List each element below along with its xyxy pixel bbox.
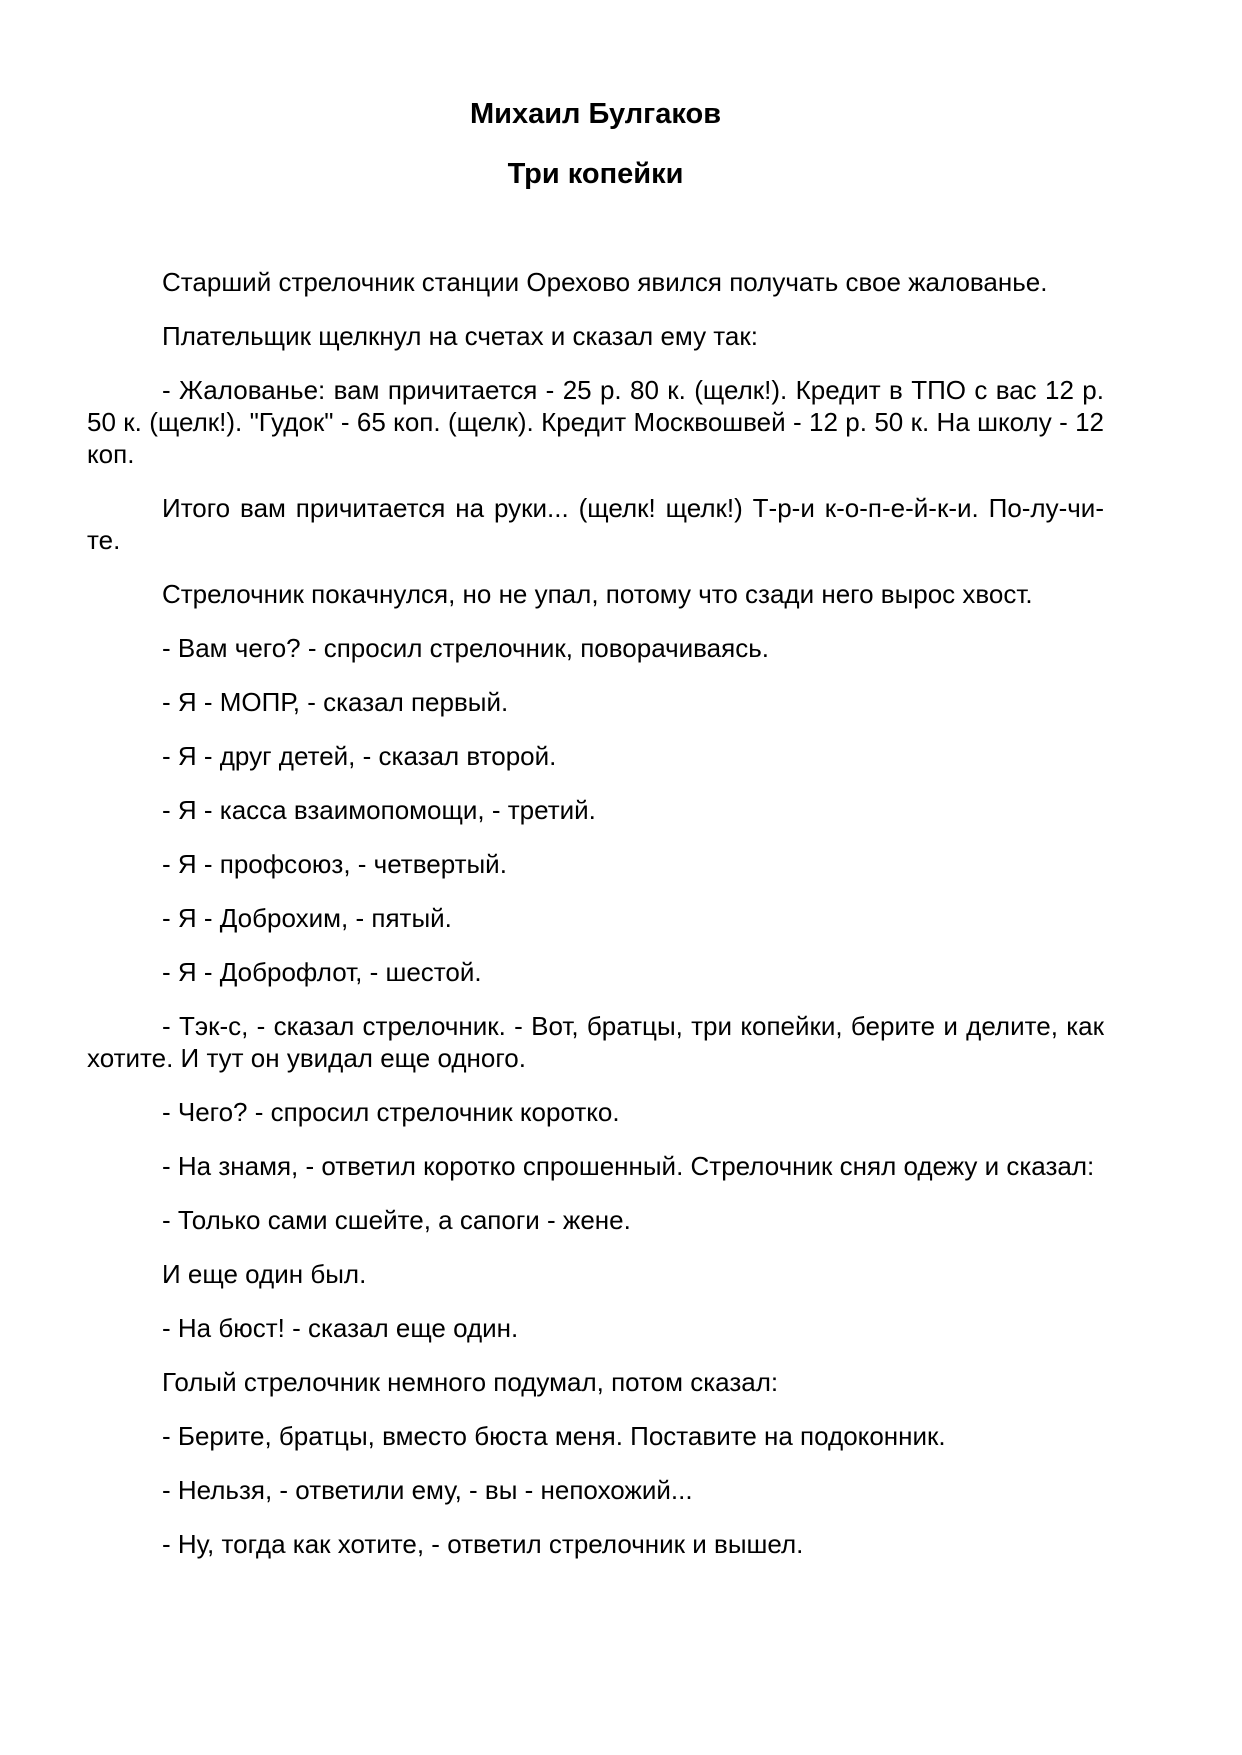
paragraph: Итого вам причитается на руки... (щелк! щелк!) Т-р-и к-о-п-е-й-к-и. По-лу-чи-те. <box>87 493 1104 555</box>
paragraph: - Тэк-с, - сказал стрелочник. - Вот, братцы, три копейки, берите и делите, как хотите. И тут он увидал еще одного. <box>87 1011 1104 1073</box>
paragraph: - Я - касса взаимопомощи, - третий. <box>162 795 596 825</box>
paragraph: - Жалованье: вам причитается - 25 р. 80 к. (щелк!). Кредит в ТПО с вас 12 р. 50 к. (щелк!). "Гудок" - 65 коп. (щелк). Кредит Москвошвей - 12 р. 50 к. На школу - 12 коп. <box>87 375 1104 469</box>
paragraph: - На бюст! - сказал еще один. <box>162 1313 519 1343</box>
story-text <box>87 266 1104 1582</box>
paragraph: - Я - профсоюз, - четвертый. <box>162 849 507 879</box>
paragraph: - Я - Доброфлот, - шестой. <box>162 957 482 987</box>
paragraph: - Вам чего? - спросил стрелочник, поворачиваясь. <box>162 633 769 663</box>
author-name: Михаил Булгаков <box>469 98 722 130</box>
paragraph: - Берите, братцы, вместо бюста меня. Поставите на подоконник. <box>162 1421 946 1451</box>
story-title: Три копейки <box>507 158 684 190</box>
paragraph: Старший стрелочник станции Орехово явился получать свое жалованье. <box>162 267 1048 297</box>
document-header <box>87 96 1104 192</box>
paragraph: - На знамя, - ответил коротко спрошенный. Стрелочник снял одежу и сказал: <box>162 1151 1095 1181</box>
paragraph: Голый стрелочник немного подумал, потом сказал: <box>162 1367 779 1397</box>
paragraph: - Ну, тогда как хотите, - ответил стрелочник и вышел. <box>162 1529 804 1559</box>
paragraph: Плательщик щелкнул на счетах и сказал ему так: <box>162 321 758 351</box>
paragraph: И еще один был. <box>162 1259 367 1289</box>
paragraph: - Только сами сшейте, а сапоги - жене. <box>162 1205 631 1235</box>
paragraph: - Я - Доброхим, - пятый. <box>162 903 452 933</box>
paragraph: Стрелочник покачнулся, но не упал, потому что сзади него вырос хвост. <box>162 579 1033 609</box>
paragraph: - Я - МОПР, - сказал первый. <box>162 687 509 717</box>
paragraph: - Нельзя, - ответили ему, - вы - непохожий... <box>162 1475 693 1505</box>
paragraph: - Чего? - спросил стрелочник коротко. <box>162 1097 620 1127</box>
paragraph: - Я - друг детей, - сказал второй. <box>162 741 557 771</box>
